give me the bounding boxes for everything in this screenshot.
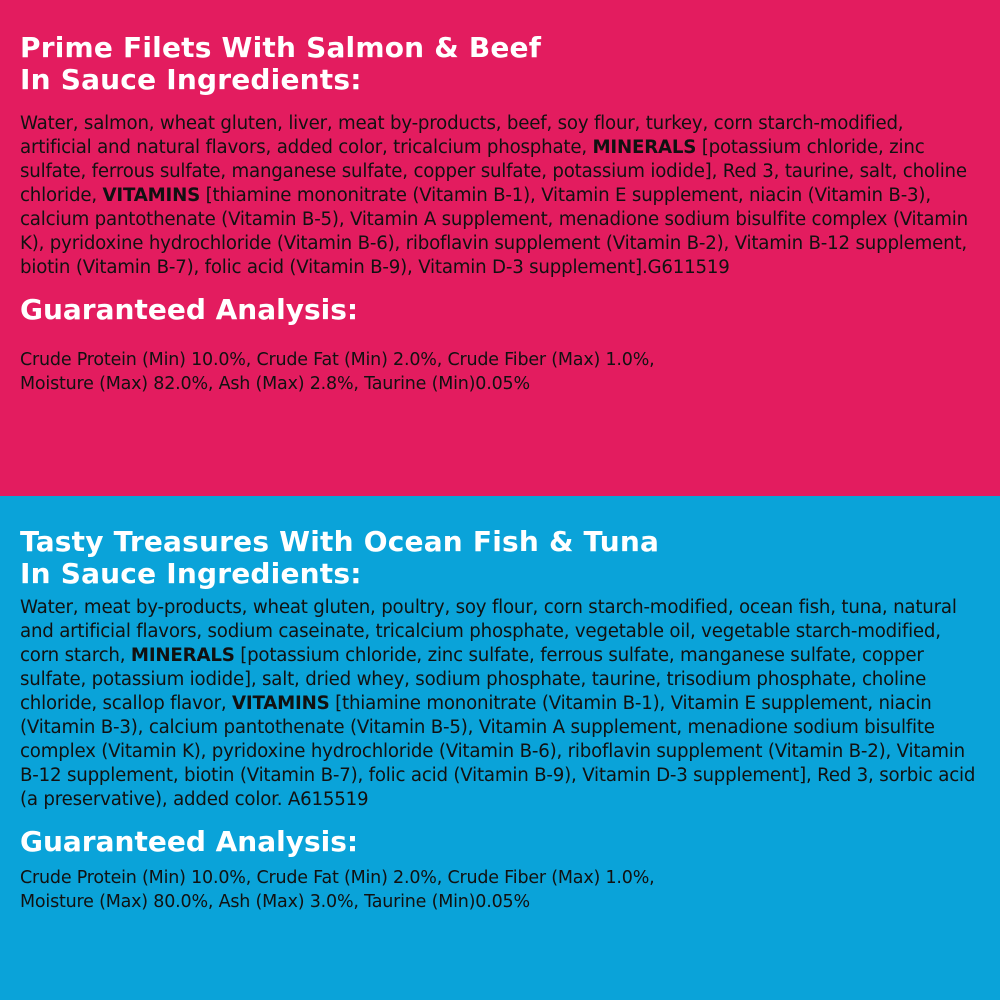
guaranteed-analysis-text bbox=[20, 348, 980, 396]
vitamins-label: VITAMINS bbox=[232, 693, 330, 714]
guaranteed-analysis-heading: Guaranteed Analysis: bbox=[20, 825, 359, 858]
guaranteed-analysis-text bbox=[20, 866, 980, 914]
salmon-beef-title bbox=[20, 0, 980, 96]
ingredients-part: [potassium chloride, zinc sulfate, ferrous sulfate, manganese sulfate, copper sulfate, potassium iodide], Red 3, taurine, salt, choline chloride, bbox=[20, 137, 967, 206]
minerals-label: MINERALS bbox=[592, 137, 697, 158]
ingredients-part: Water, salmon, wheat gluten, liver, meat by-products, beef, soy flour, turkey, corn starch-modified, artificial and natural flavors, added color, tricalcium phosphate, bbox=[20, 113, 904, 158]
ingredients-part: [thiamine mononitrate (Vitamin B-1), Vitamin E supplement, niacin (Vitamin B-3), calcium pantothenate (Vitamin B-5), Vitamin A supplement, menadione sodium bisulfite complex (Vitamin K), pyridoxine hydrochloride (Vitamin B-6), riboflavin supplement (Vitamin B-2), Vitamin B-12 supplement, biotin (Vitamin B-7), folic acid (Vitamin B-9), Vitamin D-3 supplement].G611519 bbox=[20, 185, 968, 278]
minerals-label: MINERALS bbox=[130, 645, 235, 666]
title-line-2: In Sauce Ingredients: bbox=[20, 557, 362, 590]
ingredients-part: [potassium chloride, zinc sulfate, ferrous sulfate, manganese sulfate, copper sulfate, potassium iodide], salt, dried whey, sodium phosphate, taurine, trisodium phosphate, choline chloride, scallop flavor, bbox=[20, 645, 927, 714]
ingredients-text bbox=[20, 112, 980, 280]
vitamins-label: VITAMINS bbox=[102, 185, 201, 206]
ingredients-part: Water, meat by-products, wheat gluten, poultry, soy flour, corn starch-modified, ocean fish, tuna, natural and artificial flavors, sodium caseinate, tricalcium phosphate, vegetable oil, vegetable starch-modified, corn starch, bbox=[20, 597, 957, 666]
analysis-line-1: Crude Protein (Min) 10.0%, Crude Fat (Min) 2.0%, Crude Fiber (Max) 1.0%, bbox=[20, 868, 655, 888]
ocean-fish-tuna-title bbox=[20, 496, 980, 590]
analysis-line-2: Moisture (Max) 80.0%, Ash (Max) 3.0%, Taurine (Min)0.05% bbox=[20, 892, 530, 912]
ingredients-part: [thiamine mononitrate (Vitamin B-1), Vitamin E supplement, niacin (Vitamin B-3), calcium pantothenate (Vitamin B-5), Vitamin A supplement, menadione sodium bisulfite complex (Vitamin K), pyridoxine hydrochloride (Vitamin B-6), riboflavin supplement (Vitamin B-2), Vitamin B-12 supplement, biotin (Vitamin B-7), folic acid (Vitamin B-9), Vitamin D-3 supplement], Red 3, sorbic acid (a preservative), added color. A615519 bbox=[20, 693, 976, 810]
analysis-line-2: Moisture (Max) 82.0%, Ash (Max) 2.8%, Taurine (Min)0.05% bbox=[20, 374, 530, 394]
title-line-1: Prime Filets With Salmon & Beef bbox=[20, 31, 542, 64]
title-line-2: In Sauce Ingredients: bbox=[20, 63, 362, 96]
guaranteed-analysis-heading: Guaranteed Analysis: bbox=[20, 293, 359, 326]
salmon-beef-panel bbox=[0, 0, 1000, 496]
analysis-line-1: Crude Protein (Min) 10.0%, Crude Fat (Min) 2.0%, Crude Fiber (Max) 1.0%, bbox=[20, 350, 655, 370]
ocean-fish-tuna-panel bbox=[0, 496, 1000, 1000]
ingredients-text bbox=[20, 596, 980, 812]
title-line-1: Tasty Treasures With Ocean Fish & Tuna bbox=[20, 525, 660, 558]
